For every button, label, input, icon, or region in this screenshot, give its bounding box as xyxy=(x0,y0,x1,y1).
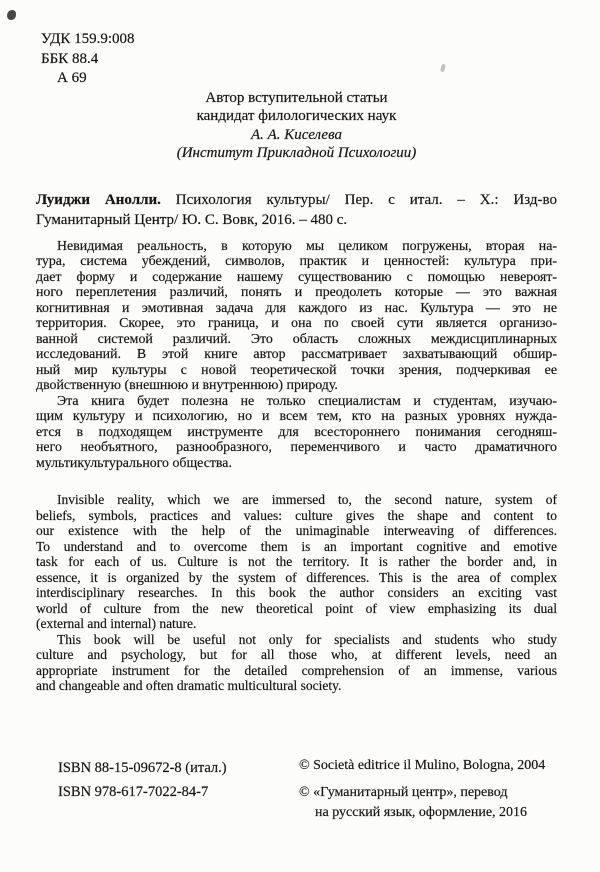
classification-codes xyxy=(36,30,557,89)
text-line: interdisciplinary researches. In this book the author considers an exciting vast xyxy=(36,585,557,600)
annotation-ru-paragraph-2 xyxy=(36,394,557,472)
text-line: culture and psychology, but for all those who, at different levels, need an xyxy=(36,647,557,662)
text-line: ного переплетения различий, понять и преодолеть которые — это важная xyxy=(36,285,557,300)
isbn-translation: ISBN 978-617-7022-84-7 xyxy=(58,783,209,800)
udk-code: УДК 159.9:008 xyxy=(41,31,135,47)
intro-author-affiliation: (Институт Прикладной Психологии) xyxy=(176,145,417,161)
text-line: task for each of us. Culture is not the territory. It is rather the border and, in xyxy=(36,554,557,569)
text-line: мультикультурального общества. xyxy=(36,455,232,471)
text-line: тура, система убеждений, символов, практик и ценностей: культура при- xyxy=(36,254,557,269)
text-line: Невидимая реальность, в которую мы целиком погружены, вторая на- xyxy=(57,238,557,254)
text-line: and changeable and often dramatic multicultural society. xyxy=(36,678,342,693)
text-line: Invisible reality, which we are immersed to, the second nature, system of xyxy=(57,492,557,507)
scan-artifact-speck xyxy=(7,10,16,20)
bbk-code: ББК 88.4 xyxy=(41,50,99,67)
text-line: ный мир культуры с новой теоретической точки зрения, подчеркивая ее xyxy=(36,362,557,378)
author-sign-code: А 69 xyxy=(57,70,87,86)
text-line: beliefs, symbols, practices and values: culture gives the shape and content to xyxy=(36,507,557,523)
copyright-original: © Società editrice il Mulino, Bologna, 2004 xyxy=(299,757,546,773)
annotation-en-paragraph-2 xyxy=(36,632,557,694)
annotation-en-paragraph-1 xyxy=(36,492,557,632)
copyright-block xyxy=(299,756,545,823)
annotation-ru-paragraph-1 xyxy=(36,239,557,394)
text-line: щим культуру и психологию, но и всем тем, кто на разных уровнях нужда- xyxy=(36,409,557,424)
intro-author-role: Автор вступительной статьи xyxy=(205,89,388,106)
text-line: (external and internal) nature. xyxy=(36,616,197,631)
text-line: дает форму и содержание нашему существованию с помощью невероят- xyxy=(36,269,557,285)
citation-line2: Гуманитарный Центр/ Ю. С. Вовк, 2016. – 480 с. xyxy=(36,211,348,228)
intro-author-degree: кандидат филологических наук xyxy=(196,108,397,124)
isbn-block xyxy=(36,756,277,823)
isbn-italian: ISBN 88-15-09672-8 (итал.) xyxy=(58,759,227,776)
text-line: This book will be useful not only for specialists and students who study xyxy=(57,631,557,647)
text-line: our existence with the help of the unimaginable interweaving of differences. xyxy=(36,523,557,538)
text-line: To understand and to overcome them is an important cognitive and emotive xyxy=(36,538,557,554)
text-line: ванной системой различий. Это область сложных междисциплинарных xyxy=(36,331,557,347)
intro-author-name: А. А. Киселева xyxy=(250,126,342,143)
text-line: исследований. В этой книге автор рассматривает захватывающий обшир- xyxy=(36,347,557,362)
text-line: world of culture from the new theoretical point of view emphasizing its dual xyxy=(36,600,557,616)
copyright-translation-line2: на русский язык, оформление, 2016 xyxy=(315,804,528,820)
text-line: когнитивная и эмотивная задача для каждого из нас. Культура — это не xyxy=(36,300,557,316)
text-line: Эта книга будет полезна не только специалистам и студентам, изучаю- xyxy=(57,393,557,409)
page-content xyxy=(36,0,557,823)
book-citation xyxy=(36,190,557,230)
intro-author-block xyxy=(36,89,557,163)
text-line: территория. Скорее, это граница, и она по своей сути является организо- xyxy=(36,316,557,331)
copyright-translation-line1: © «Гуманитарный центр», перевод xyxy=(299,784,508,800)
imprint-block xyxy=(36,756,557,823)
text-line: appropriate instrument for the detailed comprehension of an immense, various xyxy=(36,662,557,678)
citation-author: Луиджи Анолли. xyxy=(36,191,161,208)
text-line: essence, it is organized by the system of differences. This is the area of complex xyxy=(36,569,557,585)
text-line: ется в подходящем инструменте для всестороннего понимания сегодняш- xyxy=(36,424,557,440)
text-line: двойственную (внешнюю и внутреннюю) природу. xyxy=(36,378,338,393)
text-line: него необъятного, разнообразного, переменчивого и часто драматичного xyxy=(36,440,557,455)
citation-line1 xyxy=(36,190,557,210)
citation-title: Психология культуры/ Пер. с итал. – Х.: Изд-во xyxy=(160,191,557,208)
